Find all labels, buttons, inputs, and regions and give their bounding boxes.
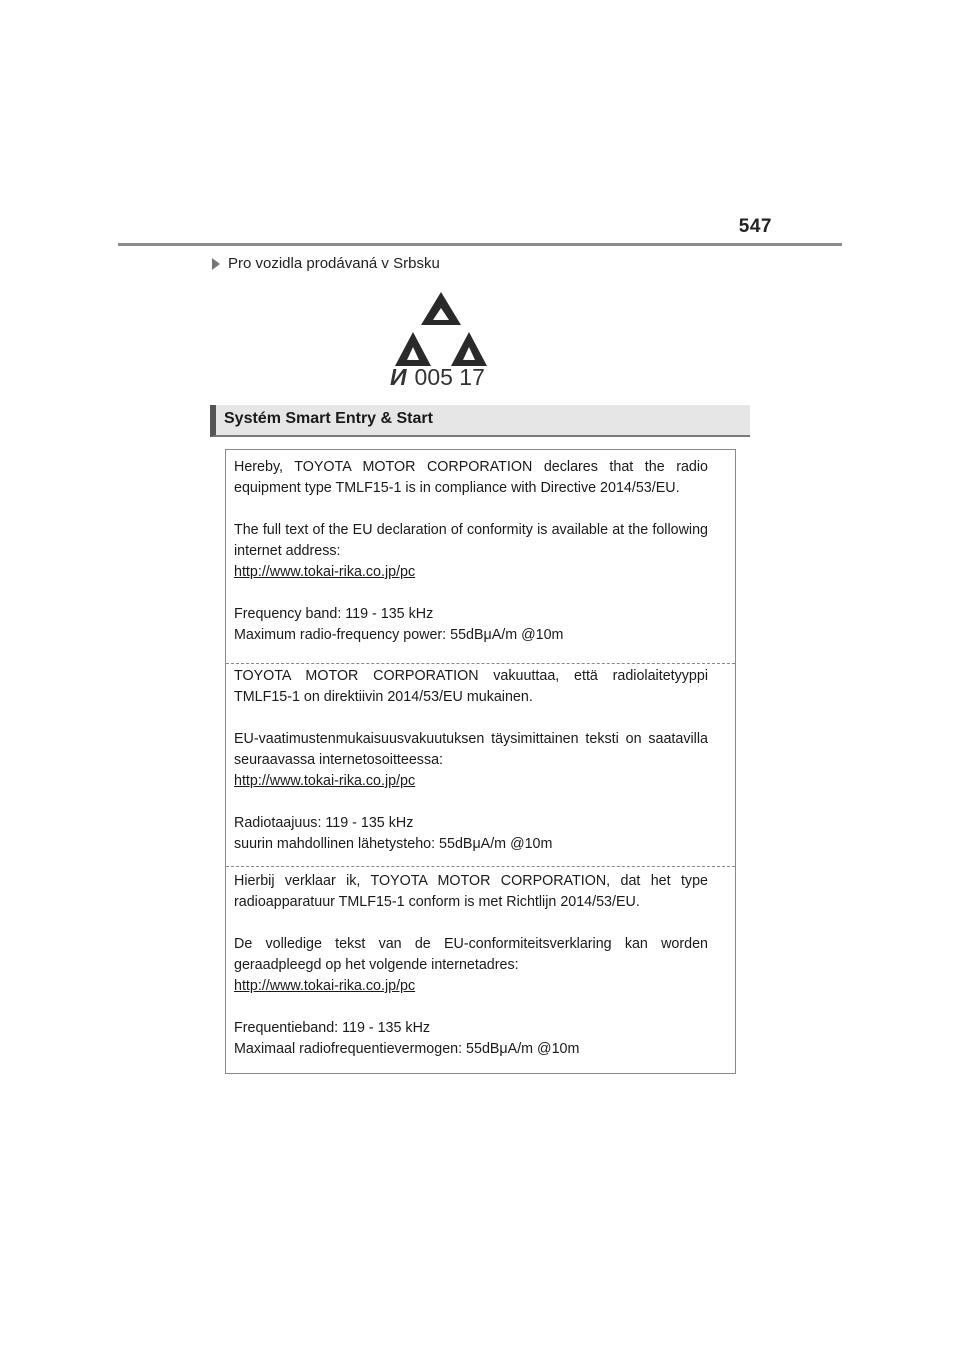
declaration-finnish xyxy=(226,663,735,866)
declaration-url-link[interactable]: http://www.tokai-rika.co.jp/pc xyxy=(234,773,416,789)
declaration-power: suurin mahdollinen lähetysteho: 55dBμA/m @10m xyxy=(234,836,553,852)
certification-letter: И xyxy=(390,364,407,390)
declaration-availability: The full text of the EU declaration of conformity is available at the following internet address: xyxy=(234,522,708,559)
certification-code xyxy=(390,364,500,391)
declaration-box xyxy=(225,449,736,1074)
subheading-text: Pro vozidla prodávaná v Srbsku xyxy=(228,255,440,272)
declaration-availability: De volledige tekst van de EU-conformiteitsverklaring kan worden geraadpleegd op het volgende internetadres: xyxy=(234,936,708,973)
declaration-dutch xyxy=(226,866,735,1074)
triangle-bullet-icon xyxy=(212,258,220,270)
declaration-power: Maximum radio-frequency power: 55dBμA/m @10m xyxy=(234,627,564,643)
declaration-frequency: Frequentieband: 119 - 135 kHz xyxy=(234,1020,431,1036)
declaration-frequency: Radiotaajuus: 119 - 135 kHz xyxy=(234,815,414,831)
subheading xyxy=(212,255,440,272)
declaration-url-link[interactable]: http://www.tokai-rika.co.jp/pc xyxy=(234,564,416,580)
declaration-english xyxy=(226,457,735,663)
section-title: Systém Smart Entry & Start xyxy=(224,410,433,427)
header-divider xyxy=(118,243,842,246)
certification-number: 005 17 xyxy=(414,364,485,390)
declaration-url-link[interactable]: http://www.tokai-rika.co.jp/pc xyxy=(234,978,416,994)
section-header xyxy=(210,405,750,437)
declaration-availability: EU-vaatimustenmukaisuusvakuutuksen täysimittainen teksti on saatavilla seuraavassa internetosoitteessa: xyxy=(234,731,708,768)
declaration-statement: TOYOTA MOTOR CORPORATION vakuuttaa, että radiolaitetyyppi TMLF15-1 on direktiivin 2014/53/EU mukainen. xyxy=(234,668,708,705)
page-number: 547 xyxy=(738,216,772,237)
declaration-power: Maximaal radiofrequentievermogen: 55dBμA/m @10m xyxy=(234,1041,580,1057)
declaration-statement: Hierbij verklaar ik, TOYOTA MOTOR CORPORATION, dat het type radioapparatuur TMLF15-1 conform is met Richtlijn 2014/53/EU. xyxy=(234,873,708,910)
declaration-statement: Hereby, TOYOTA MOTOR CORPORATION declares that the radio equipment type TMLF15-1 is in compliance with Directive 2014/53/EU. xyxy=(234,459,708,496)
declaration-frequency: Frequency band: 119 - 135 kHz xyxy=(234,606,434,622)
